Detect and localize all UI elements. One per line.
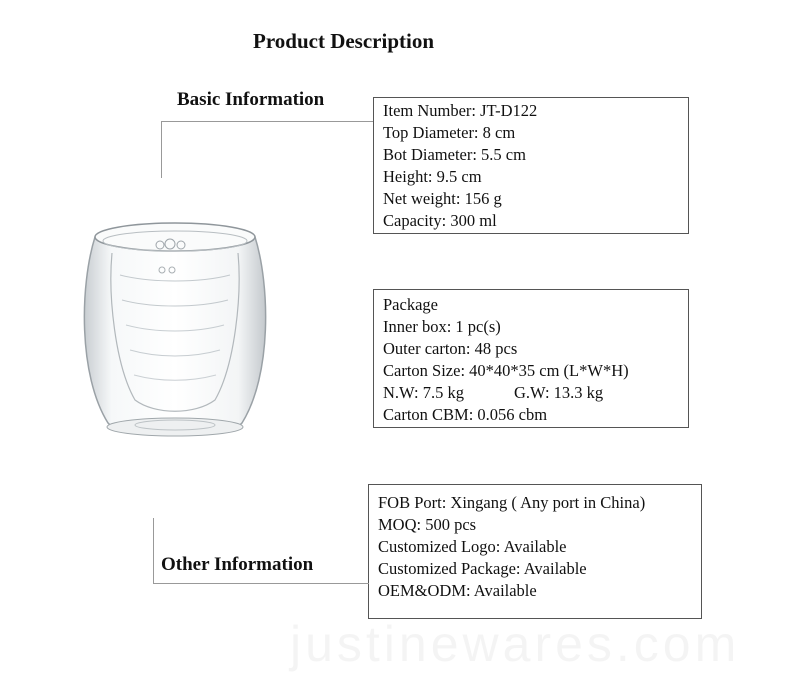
watermark-text [290, 615, 740, 673]
item-number: Item Number: JT-D122 [383, 101, 538, 120]
page-title: Product Description [253, 29, 435, 53]
carton-size: Carton Size: 40*40*35 cm (L*W*H) [383, 361, 629, 380]
gross-weight-carton: G.W: 13.3 kg [513, 383, 604, 402]
top-diameter: Top Diameter: 8 cm [383, 123, 516, 142]
oem-odm: OEM&ODM: Available [378, 581, 537, 600]
height: Height: 9.5 cm [383, 167, 482, 186]
package-label: Package [383, 295, 438, 314]
other-info-heading: Other Information [161, 554, 314, 575]
weights-row [383, 382, 688, 404]
other-info-box [368, 484, 702, 619]
capacity: Capacity: 300 ml [383, 211, 497, 230]
basic-info-box [373, 97, 689, 234]
carton-cbm: Carton CBM: 0.056 cbm [383, 405, 548, 424]
connector-line-basic-v [161, 121, 162, 178]
net-weight: Net weight: 156 g [383, 189, 502, 208]
net-weight-carton: N.W: 7.5 kg [383, 383, 464, 402]
fob-port: FOB Port: Xingang ( Any port in China) [378, 493, 646, 512]
customized-logo: Customized Logo: Available [378, 537, 567, 556]
connector-line-other-v [153, 518, 154, 583]
outer-carton: Outer carton: 48 pcs [383, 339, 518, 358]
bot-diameter: Bot Diameter: 5.5 cm [383, 145, 526, 164]
connector-line-other-h [153, 583, 369, 584]
package-info-box [373, 289, 689, 428]
moq: MOQ: 500 pcs [378, 515, 477, 534]
double-wall-glass-cup-photo [60, 175, 290, 515]
basic-info-heading: Basic Information [177, 89, 325, 110]
customized-package: Customized Package: Available [378, 559, 587, 578]
connector-line-basic-h [161, 121, 374, 122]
inner-box: Inner box: 1 pc(s) [383, 317, 501, 336]
